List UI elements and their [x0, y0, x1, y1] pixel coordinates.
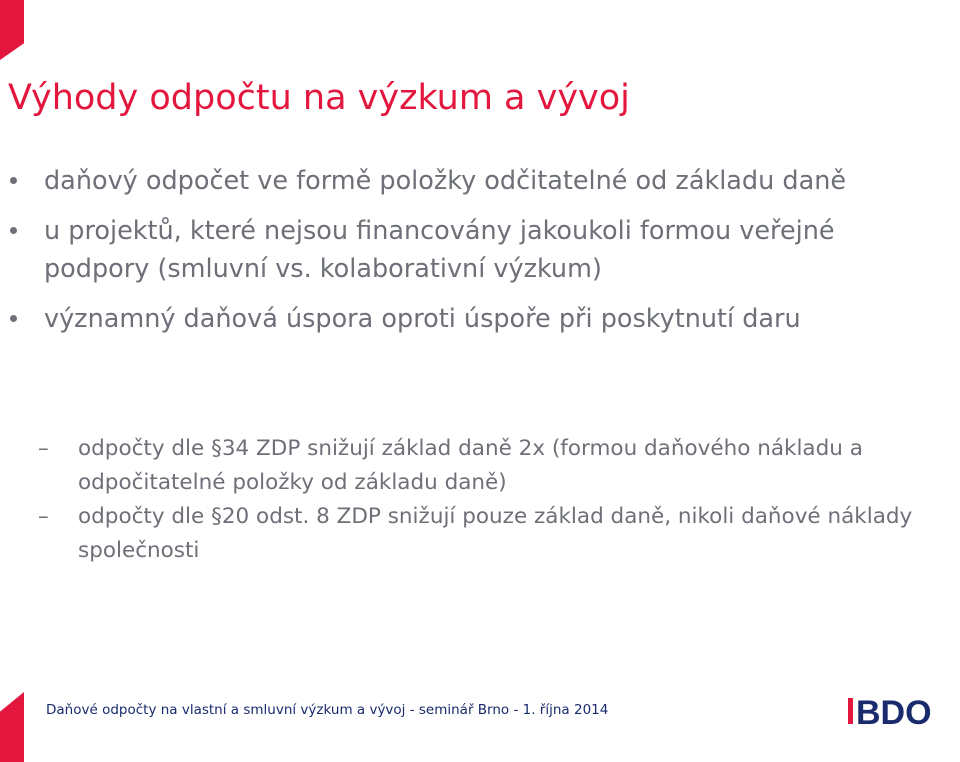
bdo-logo	[848, 688, 954, 736]
sub-bullet-item	[38, 432, 953, 500]
slide-title: Výhody odpočtu na výzkum a vývoj	[8, 78, 630, 118]
sub-bullet-text: odpočty dle §20 odst. 8 ZDP snižují pouze základ daně, nikoli daňové náklady společnosti	[78, 504, 913, 563]
top-accent-bar	[0, 0, 24, 60]
bullet-item	[44, 162, 944, 200]
bullet-dot-icon	[10, 227, 17, 234]
bullet-text: daňový odpočet ve formě položky odčitatelné od základu daně	[44, 166, 847, 196]
bullet-item	[44, 212, 944, 288]
dash-marker: –	[38, 504, 49, 529]
footer-caption: Daňové odpočty na vlastní a smluvní výzkum a vývoj - seminář Brno - 1. října 2014	[46, 702, 609, 718]
sub-bullet-list	[38, 432, 953, 568]
bullet-dot-icon	[10, 315, 17, 322]
sub-bullet-item	[38, 500, 953, 568]
bullet-dot-icon	[10, 177, 17, 184]
bullet-item	[44, 300, 944, 338]
bullet-list	[44, 162, 944, 350]
sub-bullet-text: odpočty dle §34 ZDP snižují základ daně 2x (formou daňového nákladu a odpočitatelné položky od základu daně)	[78, 436, 863, 495]
bdo-logo-text: BDO	[856, 694, 932, 732]
bullet-text: u projektů, které nejsou financovány jakoukoli formou veřejné podpory (smluvní vs. kolaborativní výzkum)	[44, 216, 835, 284]
dash-marker: –	[38, 436, 49, 461]
bullet-text: významný daňová úspora oproti úspoře při poskytnutí daru	[44, 304, 801, 334]
bottom-accent-bar	[0, 692, 24, 762]
